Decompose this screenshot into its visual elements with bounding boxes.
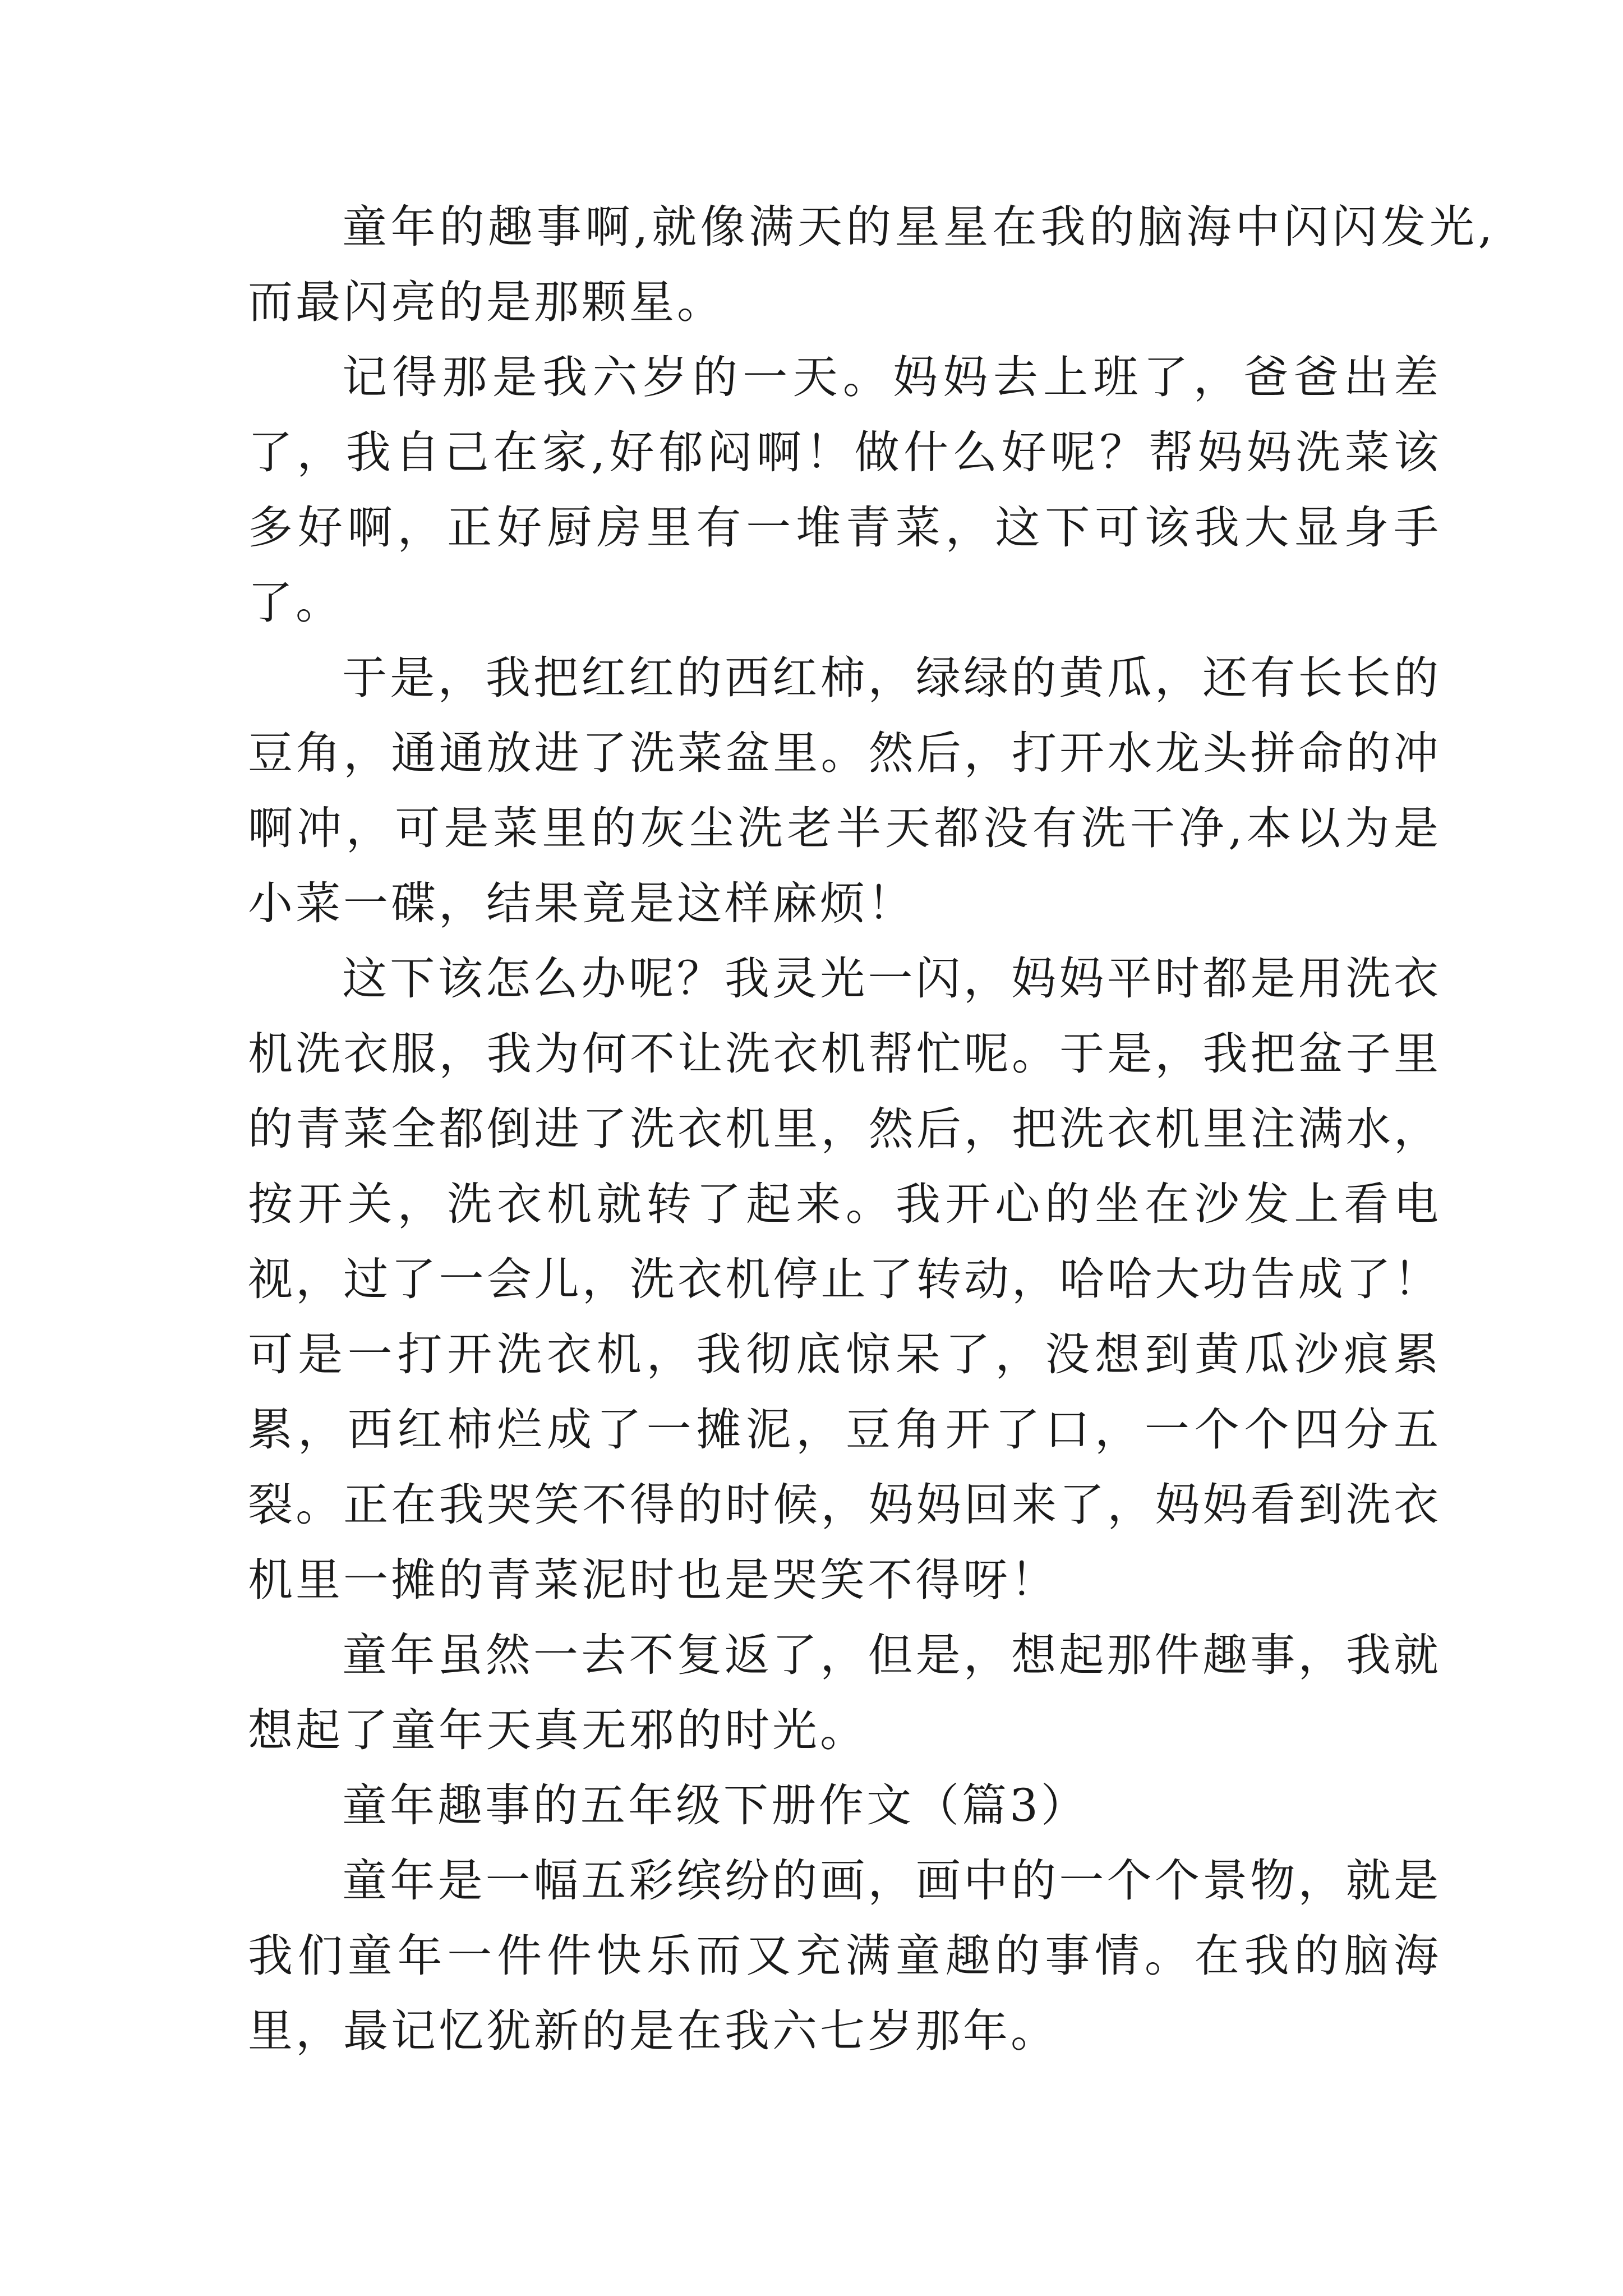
section-heading: 童年趣事的五年级下册作文（篇3）: [342, 1779, 1089, 1832]
paragraph-home-alone: 记得那是我六岁的一天。妈妈去上班了，爸爸出差了，我自己在家,好郁闷啊！做什么好呢？帮妈妈洗菜该多好啊，正好厨房里有一堆青菜，这下可该我大显身手了。: [248, 351, 1441, 629]
paragraph-washing-vegetables: 于是，我把红红的西红柿，绿绿的黄瓜，还有长长的豆角，通通放进了洗菜盆里。然后，打开水龙头拼命的冲啊冲，可是菜里的灰尘洗老半天都没有洗干净,本以为是小菜一碟，结果竟是这样麻烦！: [248, 652, 1441, 930]
paragraph-reflection: 童年虽然一去不复返了，但是，想起那件趣事，我就想起了童年天真无邪的时光。: [248, 1629, 1441, 1756]
document-body: [248, 190, 1495, 2069]
paragraph-washing-machine: 这下该怎么办呢？我灵光一闪，妈妈平时都是用洗衣机洗衣服，我为何不让洗衣机帮忙呢。于是，我把盆子里的青菜全都倒进了洗衣机里，然后，把洗衣机里注满水，按开关，洗衣机就转了起来。我开心的坐在沙发上看电视，过了一会儿，洗衣机停止了转动，哈哈大功告成了！可是一打开洗衣机，我彻底惊呆了，没想到黄瓜沙痕累累，西红柿烂成了一摊泥，豆角开了口，一个个四分五裂。正在我哭笑不得的时候，妈妈回来了，妈妈看到洗衣机里一摊的青菜泥时也是哭笑不得呀！: [248, 953, 1441, 1606]
paragraph-starry-memories: 童年的趣事啊,就像满天的星星在我的脑海中闪闪发光,而最闪亮的是那颗星。: [248, 201, 1495, 328]
paragraph-colorful-painting: 童年是一幅五彩缤纷的画，画中的一个个景物，就是我们童年一件件快乐而又充满童趣的事情。在我的脑海里，最记忆犹新的是在我六七岁那年。: [248, 1855, 1441, 2057]
